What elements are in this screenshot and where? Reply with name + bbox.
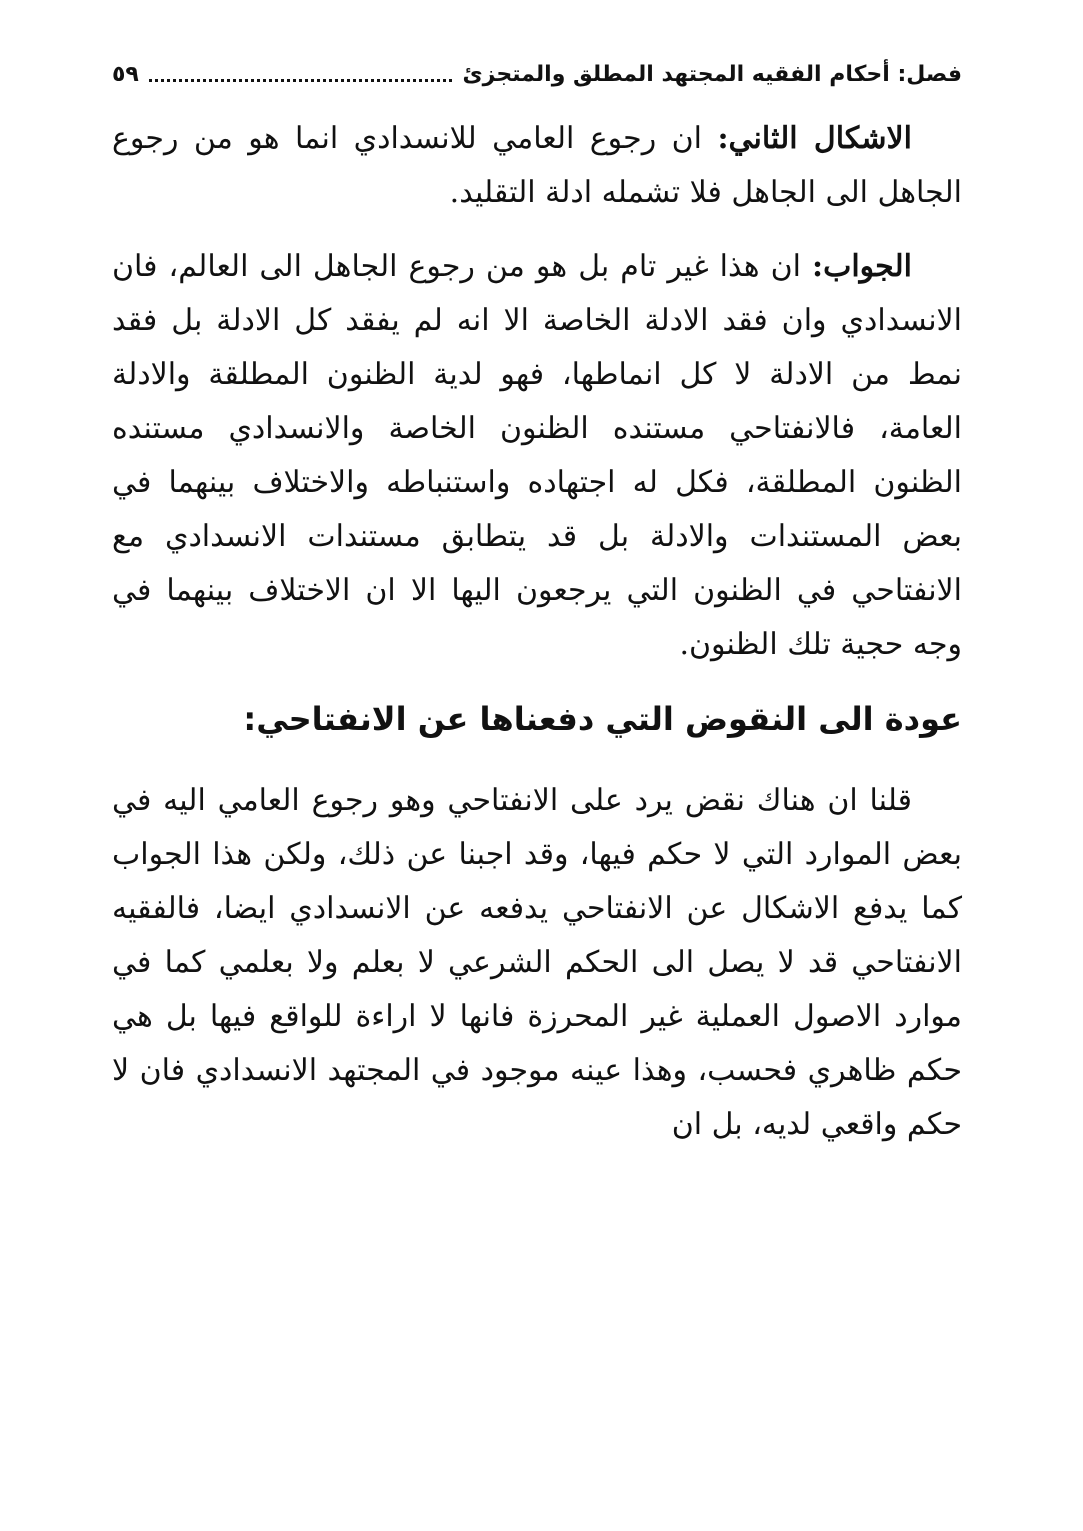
paragraph-answer: [112, 240, 962, 672]
paragraph-lead: الاشكال الثاني:: [717, 121, 912, 156]
section-heading: عودة الى النقوض التي دفعناها عن الانفتاحي:: [243, 700, 962, 738]
paragraph-rebuttal: [112, 774, 962, 1152]
paragraph-text: ان هذا غير تام بل هو من رجوع الجاهل الى العالم، فان الانسدادي وان فقد الادلة الخاصة الا انه لم يفقد كل الادلة بل فقد نمط من الادلة لا كل انماطها، فهو لدية الظنون المطلقة والادلة العامة، فالانفتاحي مستنده الظنون الخاصة والانسدادي مستنده الظنون المطلقة، فكل له اجتهاده واستنباطه والاختلاف بينهما في بعض المستندات والادلة بل قد يتطابق مستندات الانسدادي مع الانفتاحي في الظنون التي يرجعون اليها الا ان الاختلاف بينهما في وجه حجية تلك الظنون.: [112, 249, 962, 662]
dot-leader: [149, 79, 453, 82]
page-number: ٥٩: [112, 61, 139, 87]
paragraph-spacer: [112, 220, 962, 240]
paragraph-spacer: [112, 672, 962, 692]
chapter-title: فصل: أحكام الفقيه المجتهد المطلق والمتجزئ: [462, 61, 962, 87]
paragraph-spacer: [112, 746, 962, 774]
paragraph-second-objection: [112, 112, 962, 220]
running-header: [112, 52, 962, 96]
page-body: [112, 112, 962, 1152]
paragraph-text: ان رجوع العامي للانسدادي انما هو من رجوع الجاهل الى الجاهل فلا تشمله ادلة التقليد.: [112, 121, 962, 210]
paragraph-text: قلنا ان هناك نقض يرد على الانفتاحي وهو رجوع العامي اليه في بعض الموارد التي لا حكم فيها، وقد اجبنا عن ذلك، ولكن هذا الجواب كما يدفع الاشكال عن الانفتاحي يدفعه عن الانسدادي ايضا، فالفقيه الانفتاحي قد لا يصل الى الحكم الشرعي لا بعلم ولا بعلمي كما في موارد الاصول العملية غير المحرزة فانها لا اراءة للواقع فيها بل هي حكم ظاهري فحسب، وهذا عينه موجود في المجتهد الانسدادي فان لا حكم واقعي لديه، بل ان: [112, 783, 962, 1142]
paragraph-lead: الجواب:: [812, 249, 912, 284]
